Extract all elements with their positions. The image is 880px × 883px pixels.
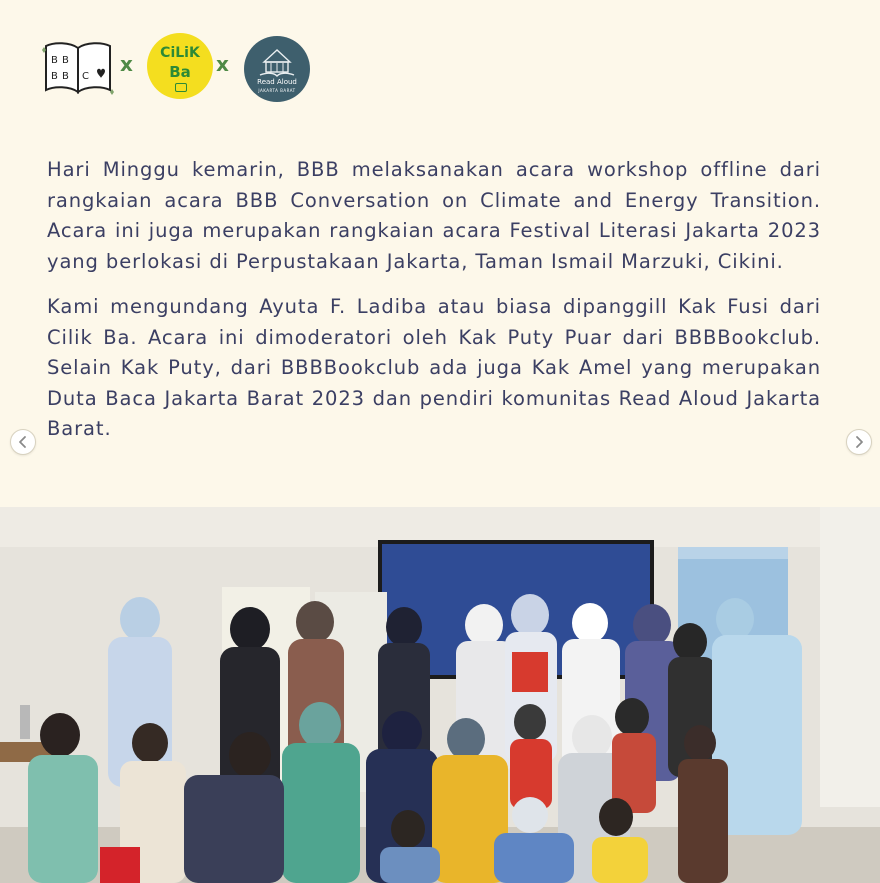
paragraph-2: Kami mengundang Ayuta F. Ladiba atau biasa dipanggill Kak Fusi dari Cilik Ba. Acara ini dimoderatori oleh Kak Puty Puar dari BBBBookclub. Selain Kak Puty, dari BBBBookclub ada juga Kak Amel yang merupakan Duta Baca Jakarta Barat 2023 dan pendiri komunitas Read Aloud Jakarta Barat. <box>47 295 821 440</box>
read-aloud-logo-subtitle: JAKARTA BARAT <box>258 88 296 93</box>
book-icon <box>175 83 187 92</box>
group-photo-illustration <box>0 507 880 883</box>
cilik-logo-line1: CiLiK <box>160 45 200 61</box>
group-photo <box>0 507 880 883</box>
read-aloud-logo-title: Read Aloud <box>257 78 297 86</box>
chevron-left-icon <box>11 430 35 454</box>
logo-separator: x <box>216 52 229 76</box>
previous-slide-button[interactable] <box>10 429 36 455</box>
svg-text:B: B <box>51 55 58 66</box>
library-building-icon <box>244 42 310 82</box>
chevron-right-icon <box>847 430 871 454</box>
svg-text:C: C <box>82 71 89 82</box>
paragraph-1: Hari Minggu kemarin, BBB melaksanakan acara workshop offline dari rangkaian acara BBB Conversation on Climate and Energy Transition. Acara ini juga merupakan rangkaian acara Festival Literasi Jakarta 2023 yang berlokasi di Perpustakaan Jakarta, Taman Ismail Marzuki, Cikini. <box>47 158 821 273</box>
cilik-ba-logo <box>147 33 213 99</box>
svg-text:B: B <box>62 71 69 82</box>
post-text <box>47 155 821 445</box>
svg-text:B: B <box>51 71 58 82</box>
logo-separator: x <box>120 52 133 76</box>
next-slide-button[interactable] <box>846 429 872 455</box>
cilik-logo-line2: Ba <box>169 63 191 81</box>
read-aloud-logo <box>244 36 310 102</box>
partner-logos <box>40 30 340 110</box>
bbb-book-logo <box>40 38 116 96</box>
svg-text:B: B <box>62 55 69 66</box>
